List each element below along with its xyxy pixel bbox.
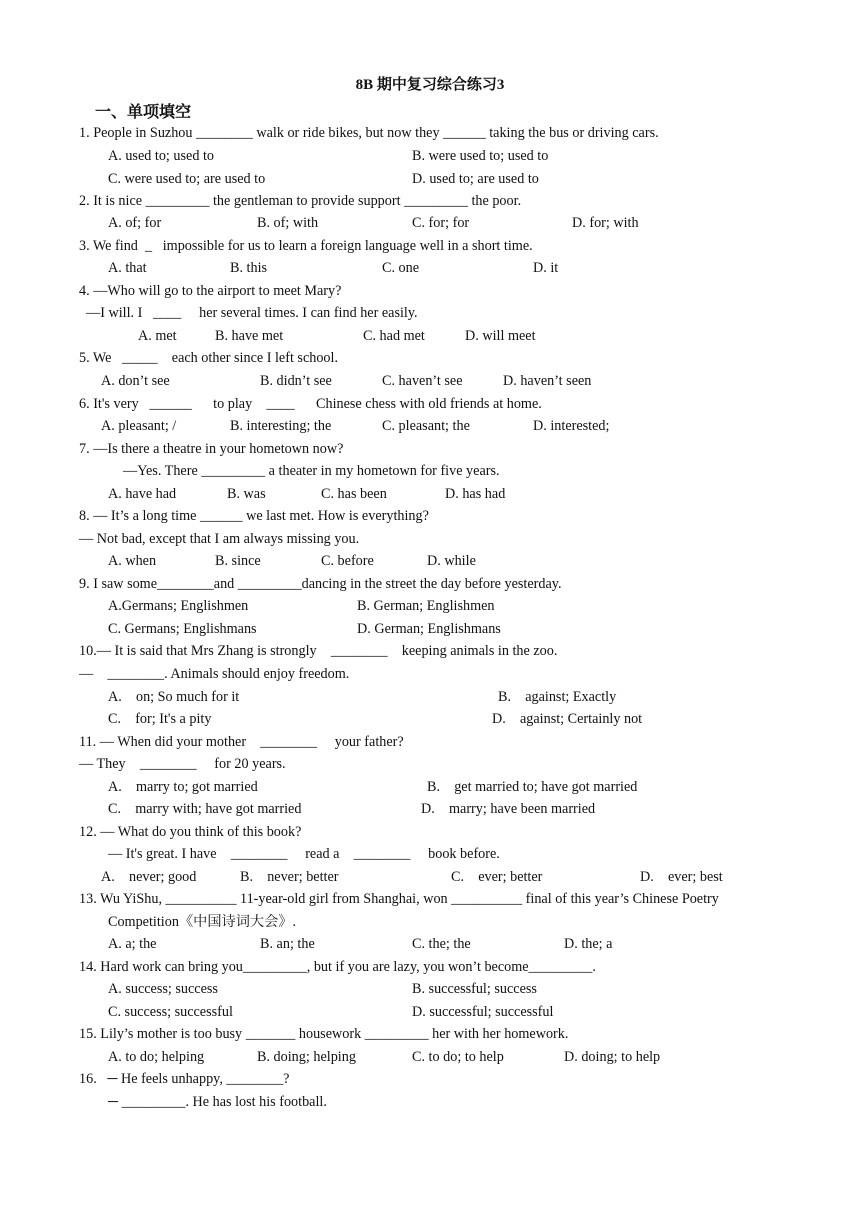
q1-option-d: D. used to; are used to <box>412 171 539 187</box>
q1-option-b: B. were used to; used to <box>412 148 549 164</box>
q9-option-b: B. German; Englishmen <box>357 598 495 614</box>
q2-option-d: D. for; with <box>572 215 639 231</box>
q10-option-a: A. on; So much for it <box>108 689 240 705</box>
q14-option-b: B. successful; success <box>412 981 537 997</box>
question-4-stem: 4. —Who will go to the airport to meet Mary? <box>79 283 342 299</box>
q4-option-c: C. had met <box>363 328 425 344</box>
q10-option-c: C. for; It's a pity <box>108 711 212 727</box>
q10-option-d: D. against; Certainly not <box>492 711 643 727</box>
q7-option-c: C. has been <box>321 486 387 502</box>
q2-option-a: A. of; for <box>108 215 162 231</box>
q9-option-c: C. Germans; Englishmans <box>108 621 257 637</box>
question-11-stem: 11. — When did your mother ________ your father? <box>79 734 404 750</box>
question-4-reply: —I will. I ____ her several times. I can find her easily. <box>86 305 418 321</box>
q1-option-a: A. used to; used to <box>108 148 215 164</box>
question-3-stem: 3. We find _ impossible for us to learn a foreign language well in a short time. <box>79 238 533 254</box>
question-8-reply: — Not bad, except that I am always missing you. <box>79 531 360 547</box>
q8-option-b: B. since <box>215 553 261 569</box>
question-13-stem-cont: Competition《中国诗词大会》. <box>108 914 296 930</box>
question-1-stem: 1. People in Suzhou ________ walk or ride bikes, but now they ______ taking the bus or driving cars. <box>79 125 659 141</box>
q7-option-d: D. has had <box>445 486 506 502</box>
q10-option-b: B. against; Exactly <box>498 689 617 705</box>
q15-option-d: D. doing; to help <box>564 1049 661 1065</box>
q12-option-b: B. never; better <box>240 869 339 885</box>
q5-option-d: D. haven’t seen <box>503 373 592 389</box>
question-16-reply: ─ _________. He has lost his football. <box>108 1094 327 1110</box>
question-6-stem: 6. It's very ______ to play ____ Chinese chess with old friends at home. <box>79 396 542 412</box>
q8-option-d: D. while <box>427 553 476 569</box>
q5-option-c: C. haven’t see <box>382 373 463 389</box>
question-12-reply: — It's great. I have ________ read a ________ book before. <box>108 846 500 862</box>
q12-option-a: A. never; good <box>101 869 197 885</box>
q9-option-a: A.Germans; Englishmen <box>108 598 249 614</box>
q2-option-c: C. for; for <box>412 215 470 231</box>
q4-option-a: A. met <box>138 328 177 344</box>
q13-option-d: D. the; a <box>564 936 613 952</box>
q9-option-d: D. German; Englishmans <box>357 621 501 637</box>
question-15-stem: 15. Lily’s mother is too busy _______ housework _________ her with her homework. <box>79 1026 569 1042</box>
q11-option-d: D. marry; have been married <box>421 801 596 817</box>
q3-option-a: A. that <box>108 260 147 276</box>
q7-option-a: A. have had <box>108 486 177 502</box>
question-11-reply: — They ________ for 20 years. <box>79 756 286 772</box>
question-10-reply: — ________. Animals should enjoy freedom. <box>79 666 350 682</box>
q13-option-b: B. an; the <box>260 936 315 952</box>
q13-option-c: C. the; the <box>412 936 471 952</box>
question-7-reply: —Yes. There _________ a theater in my hometown for five years. <box>123 463 500 479</box>
q11-option-c: C. marry with; have got married <box>108 801 302 817</box>
q12-option-c: C. ever; better <box>451 869 543 885</box>
question-13-stem: 13. Wu YiShu, __________ 11-year-old girl from Shanghai, won __________ final of this year’s Chinese Poetry <box>79 891 719 907</box>
q11-option-a: A. marry to; got married <box>108 779 258 795</box>
question-2-stem: 2. It is nice _________ the gentleman to provide support _________ the poor. <box>79 193 522 209</box>
q2-option-b: B. of; with <box>257 215 319 231</box>
q14-option-a: A. success; success <box>108 981 218 997</box>
q6-option-c: C. pleasant; the <box>382 418 470 434</box>
q6-option-b: B. interesting; the <box>230 418 332 434</box>
q5-option-b: B. didn’t see <box>260 373 332 389</box>
question-8-stem: 8. — It’s a long time ______ we last met. How is everything? <box>79 508 429 524</box>
question-16-stem: 16. ─ He feels unhappy, ________? <box>79 1071 290 1087</box>
question-5-stem: 5. We _____ each other since I left school. <box>79 350 339 366</box>
q3-option-d: D. it <box>533 260 559 276</box>
page-title: 8B 期中复习综合练习3 <box>355 77 505 93</box>
q3-option-b: B. this <box>230 260 268 276</box>
q1-option-c: C. were used to; are used to <box>108 171 266 187</box>
q11-option-b: B. get married to; have got married <box>427 779 638 795</box>
question-10-stem: 10.— It is said that Mrs Zhang is strongly ________ keeping animals in the zoo. <box>79 643 558 659</box>
section-heading: 一、单项填空 <box>95 104 192 121</box>
q8-option-c: C. before <box>321 553 374 569</box>
question-14-stem: 14. Hard work can bring you_________, but if you are lazy, you won’t become_________. <box>79 959 596 975</box>
q13-option-a: A. a; the <box>108 936 157 952</box>
question-12-stem: 12. — What do you think of this book? <box>79 824 302 840</box>
q8-option-a: A. when <box>108 553 157 569</box>
q3-option-c: C. one <box>382 260 420 276</box>
q14-option-d: D. successful; successful <box>412 1004 554 1020</box>
q15-option-b: B. doing; helping <box>257 1049 356 1065</box>
q12-option-d: D. ever; best <box>640 869 723 885</box>
q15-option-a: A. to do; helping <box>108 1049 205 1065</box>
q14-option-c: C. success; successful <box>108 1004 233 1020</box>
q6-option-d: D. interested; <box>533 418 610 434</box>
q15-option-c: C. to do; to help <box>412 1049 504 1065</box>
q7-option-b: B. was <box>227 486 266 502</box>
q5-option-a: A. don’t see <box>101 373 170 389</box>
q4-option-b: B. have met <box>215 328 284 344</box>
q4-option-d: D. will meet <box>465 328 536 344</box>
question-9-stem: 9. I saw some________and _________dancing in the street the day before yesterday. <box>79 576 562 592</box>
question-7-stem: 7. —Is there a theatre in your hometown now? <box>79 441 344 457</box>
q6-option-a: A. pleasant; / <box>101 418 177 434</box>
